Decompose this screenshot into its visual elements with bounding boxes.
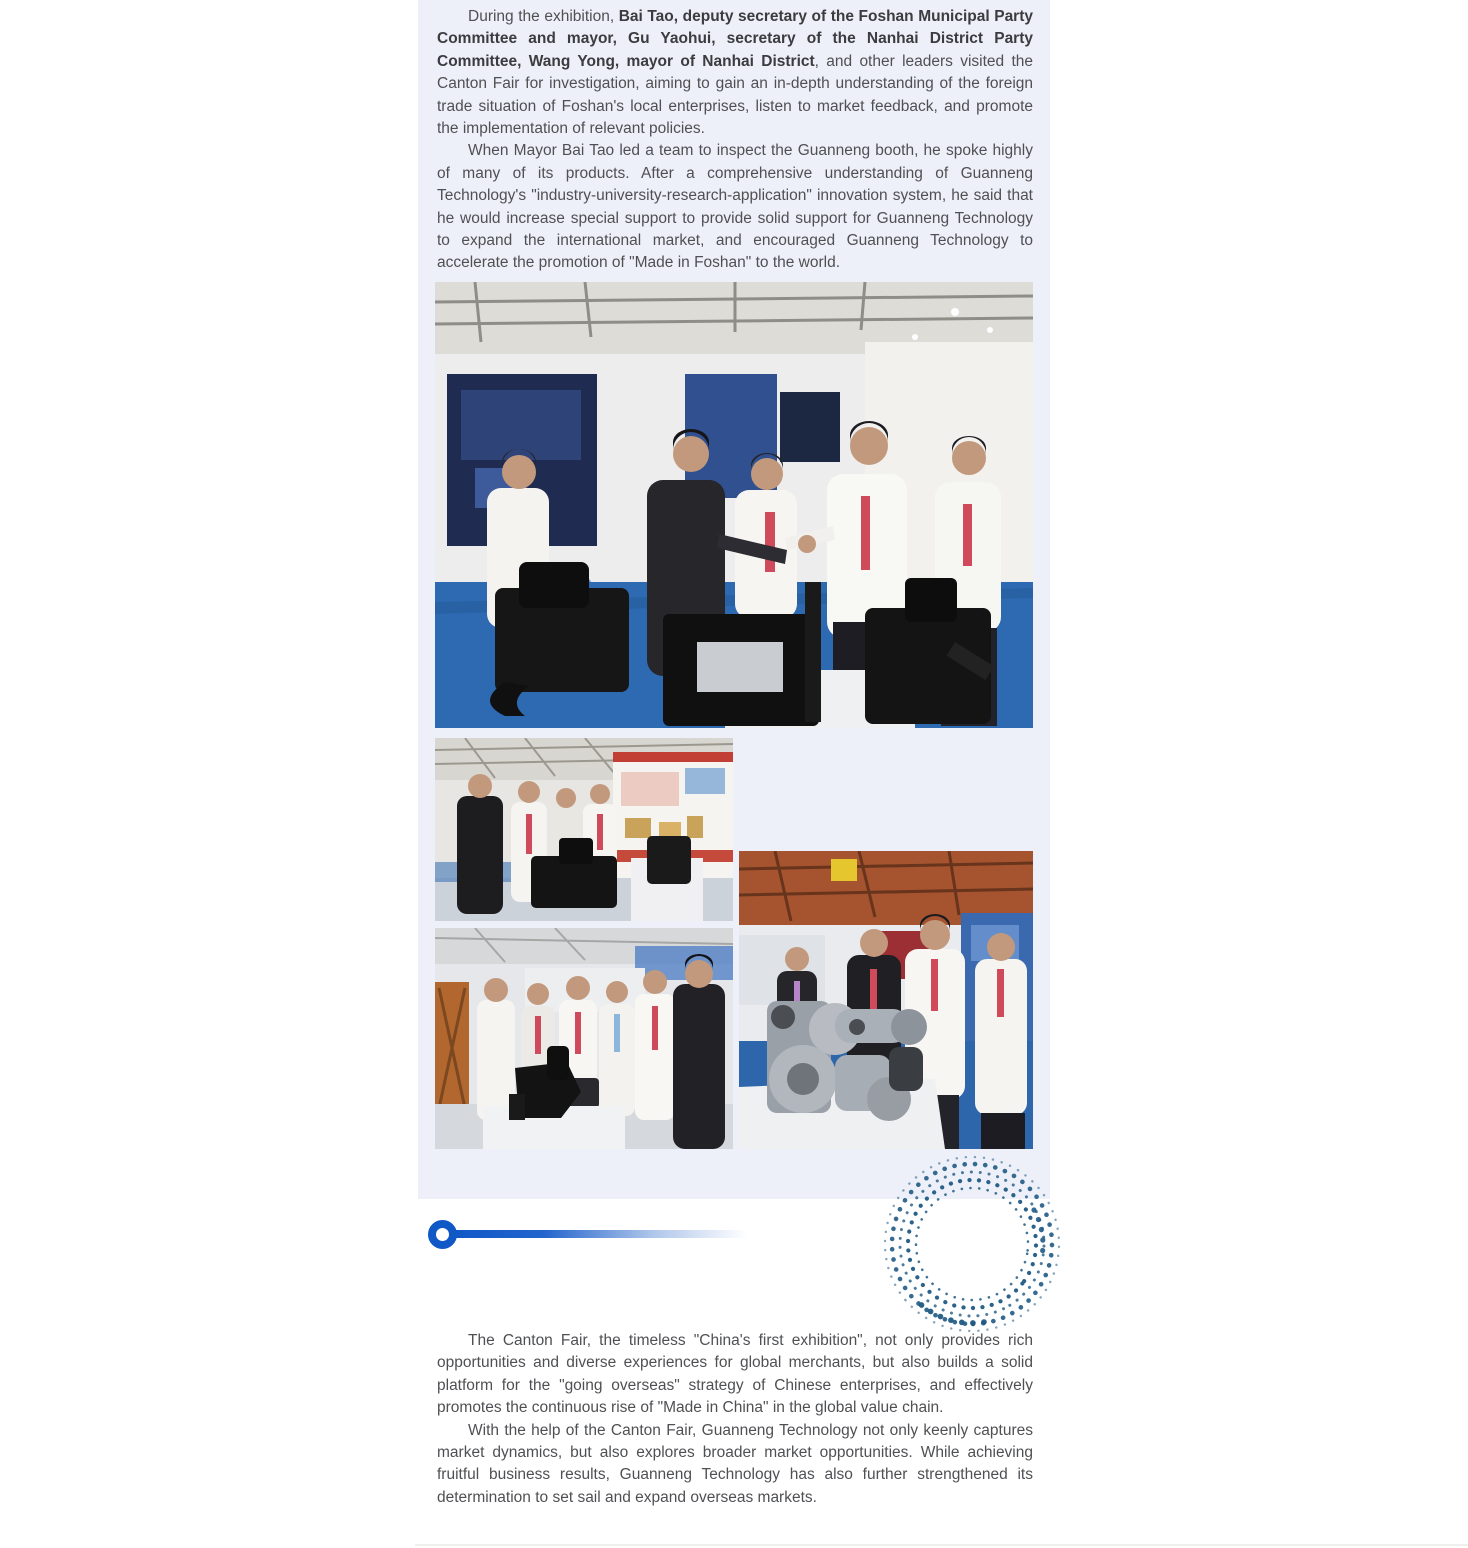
photo-right-illustration <box>739 851 1033 1149</box>
article-content-card <box>418 0 1050 1199</box>
photo-top-left-illustration <box>435 738 733 921</box>
photo-robotic-arm-demo[interactable] <box>739 851 1033 1149</box>
paragraph-3: The Canton Fair, the timeless "China's first exhibition", not only provides rich opportunities and diverse experiences for global merchants, but also builds a solid platform for the "going overseas" strategy of Chinese enterprises, and effectively promotes the continuous rise of "Made in China" in the global value chain. <box>437 1332 1033 1417</box>
paragraph-4: With the help of the Canton Fair, Guanneng Technology not only keenly captures market dynamics, but also explores broader market opportunities. While achieving fruitful business results, Guanneng Technology has also further strengthened its determination to set sail and expand overseas markets. <box>437 1421 1033 1506</box>
paragraph-1-post: , and other leaders visited the Canton Fair for investigation, aiming to gain an in-depth understanding of the foreign trade situation of Foshan's local enterprises, listen to market feedback, and promote the implementation of relevant policies. <box>437 52 1033 138</box>
divider-gradient-line <box>456 1230 747 1238</box>
article-bottom-text <box>437 1330 1033 1509</box>
dotted-circle-ornament <box>880 1152 1064 1336</box>
photo-bottom-left-illustration <box>435 928 733 1149</box>
photo-booth-display-wall[interactable] <box>435 738 733 921</box>
paragraph-2: When Mayor Bai Tao led a team to inspect the Guanneng booth, he spoke highly of many of its products. After a comprehensive understanding of Guanneng Technology's "industry-university-research-application" innovation system, he said that he would increase special support to provide solid support for Guanneng Technology to expand the international market, and encouraged Guanneng Technology to accelerate the promotion of "Made in Foshan" to the world. <box>437 142 1033 272</box>
paragraph-1 <box>437 6 1033 140</box>
divider-ring-bullet <box>428 1220 457 1249</box>
photo-main-illustration <box>435 282 1033 728</box>
photo-group-inspecting-robot[interactable] <box>435 928 733 1149</box>
article-top-text <box>437 6 1033 275</box>
paragraph-1-bold-names: Bai Tao, deputy secretary of the Foshan Municipal Party Committee and mayor, Gu Yaohui, secretary of the Nanhai District Party Committee, Wang Yong, mayor of Nanhai District <box>437 8 1034 70</box>
bottom-section-hairline <box>415 1544 1468 1546</box>
paragraph-1-pre: During the exhibition, <box>468 8 619 25</box>
photo-main-handshake[interactable] <box>435 282 1033 728</box>
